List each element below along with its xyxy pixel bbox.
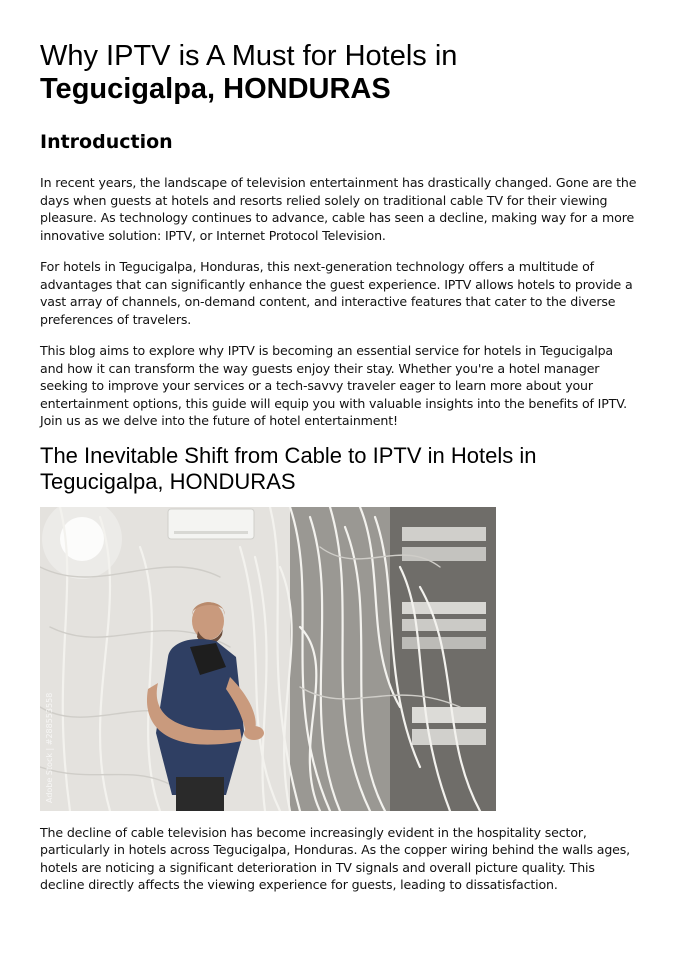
document-page	[40, 40, 640, 894]
technician-cables-photo	[40, 507, 496, 811]
page-title	[40, 40, 640, 106]
photo-watermark: Adobe Stock | #288553558	[45, 692, 54, 803]
introduction-heading: Introduction	[40, 131, 173, 153]
intro-paragraph-3: This blog aims to explore why IPTV is becoming an essential service for hotels in Tegucigalpa and how it can transform the way guests enjoy their stay. Whether you're a hotel manager seeking to improve your services or a tech-savvy traveler eager to learn more about your entertainment options, this guide will equip you with valuable insights into the benefits of IPTV. Join us as we delve into the future of hotel entertainment!	[40, 343, 627, 428]
intro-paragraph-2: For hotels in Tegucigalpa, Honduras, this next-generation technology offers a multitude of advantages that can significantly enhance the guest experience. IPTV allows hotels to provide a vast array of channels, on-demand content, and interactive features that cater to the diverse preferences of travelers.	[40, 259, 633, 327]
intro-paragraph-1: In recent years, the landscape of television entertainment has drastically changed. Gone are the days when guests at hotels and resorts relied solely on traditional cable TV for their viewing pleasure. As technology continues to advance, cable has seen a decline, making way for a more innovative solution: IPTV, or Internet Protocol Television.	[40, 175, 637, 243]
section-heading: The Inevitable Shift from Cable to IPTV in Hotels in Tegucigalpa, HONDURAS	[40, 442, 537, 494]
photo-illustration	[40, 507, 496, 811]
title-line-1: Why IPTV is A Must for Hotels in	[40, 40, 458, 72]
closing-paragraph: The decline of cable television has become increasingly evident in the hospitality sector, particularly in hotels across Tegucigalpa, Honduras. As the copper wiring behind the walls ages, hotels are noticing a significant deterioration in TV signals and overall picture quality. This decline directly affects the viewing experience for guests, leading to dissatisfaction.	[40, 824, 631, 892]
title-line-2: Tegucigalpa, HONDURAS	[40, 73, 391, 105]
